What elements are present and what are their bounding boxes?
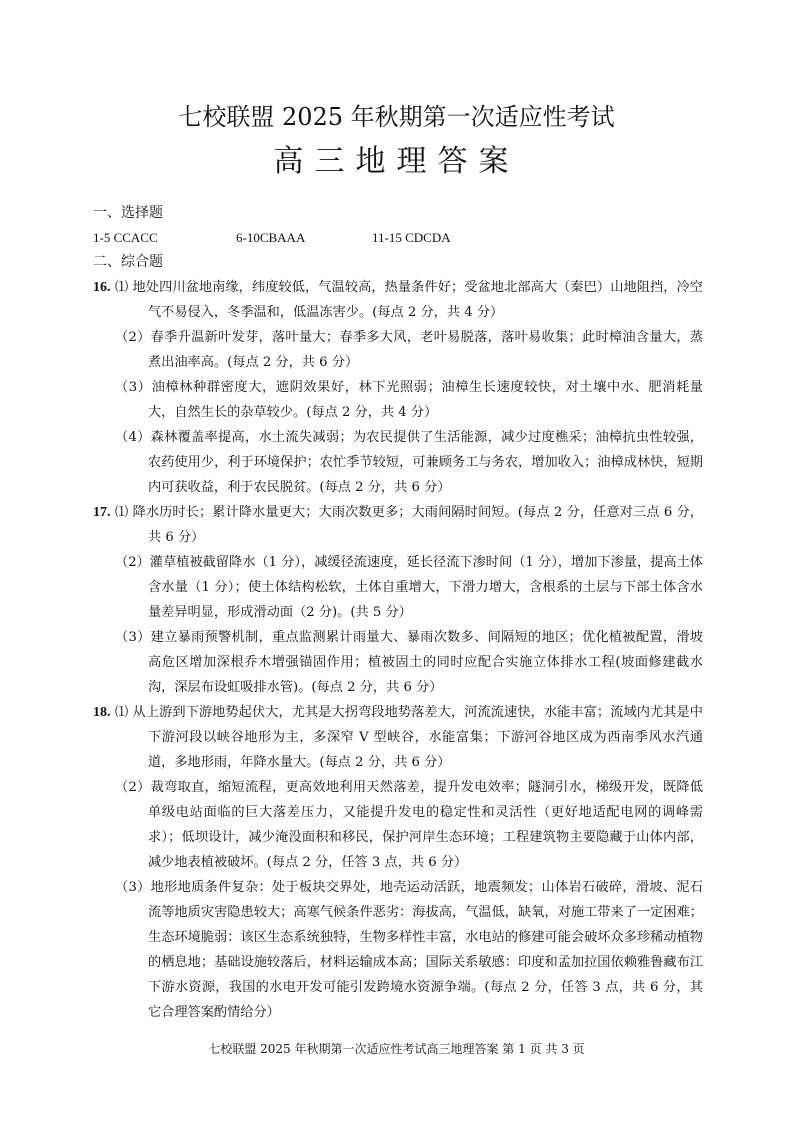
question-number: 16. — [93, 280, 111, 295]
answer-item: （2）裁弯取直，缩短流程，更高效地利用天然落差，提升发电效率；隧洞引水，梯级开发，既降低单级电站面临的巨大落差压力，又能提升发电的稳定性和灵活性（更好地适配电网的调峰需求）；低坝设计，减少淹没面积和移民，保护河岸生态环境；工程建筑物主要隐藏于山体内部，减少地表植被破坏。(每点 2 分，任答 3 点，共 6 分） — [115, 780, 703, 870]
answer-item: （4）森林覆盖率提高，水土流失减弱；为农民提供了生活能源，减少过度樵采；油樟抗虫性较强，农药使用少，利于环境保护；农忙季节较短，可兼顾务工与务农，增加收入；油樟成林快，短期内可获收益，利于农民脱贫。(每点 2 分，共 6 分） — [115, 430, 703, 495]
answer-item: ⑴ 地处四川盆地南缘，纬度较低，气温较高，热量条件好；受盆地北部高大（秦巴）山地阻挡，冷空气不易侵入，冬季温和，低温冻害少。(每点 2 分，共 4 分） — [115, 280, 703, 320]
question-16 — [93, 275, 703, 500]
question-number: 17. — [93, 505, 111, 520]
answer-item: ⑴ 降水历时长；累计降水量更大；大雨次数更多；大雨间隔时间短。(每点 2 分，任意对三点 6 分，共 6 分） — [115, 505, 703, 545]
answer-item: （3）建立暴雨预警机制，重点监测累计雨量大、暴雨次数多、间隔短的地区；优化植被配置，滑坡高危区增加深根乔木增强锚固作用；植被固土的同时应配合实施立体排水工程(坡面修建截水沟，深层布设虹吸排水管)。(每点 2 分，共 6 分） — [115, 630, 703, 695]
choice-answer-11-15: 11-15 CDCDA — [372, 230, 451, 245]
choice-answer-1-5: 1-5 CCACC — [93, 230, 158, 245]
question-number: 18. — [93, 705, 111, 720]
answer-item: （3）油樟林种群密度大，遮阴效果好，林下光照弱；油樟生长速度较快，对土壤中水、肥消耗量大，自然生长的杂草较少。(每点 2 分，共 4 分） — [115, 380, 703, 420]
synthesis-heading: 二、综合题 — [93, 254, 163, 270]
answer-item: ⑴ 从上游到下游地势起伏大，尤其是大拐弯段地势落差大，河流流速快，水能丰富；流域内尤其是中下游河段以峡谷地形为主，多深窄 V 型峡谷，水能富集；下游河谷地区成为西南季风水汽通道，多地形雨，年降水量大。(每点 2 分，共 6 分） — [115, 705, 703, 770]
answer-title: 高三地理答案 — [273, 144, 520, 179]
question-18 — [93, 700, 703, 1025]
answer-item: （2）灌草植被截留降水（1 分），减缓径流速度，延长径流下渗时间（1 分），增加下渗量，提高土体含水量（1 分）；使土体结构松软，土体自重增大，下滑力增大，含根系的土层与下部土体含水量差异明显，形成滑动面（2 分)。(共 5 分） — [115, 555, 703, 620]
choice-answer-6-10: 6-10CBAAA — [236, 230, 306, 245]
choice-heading: 一、选择题 — [93, 205, 163, 221]
exam-title: 七校联盟 2025 年秋期第一次适应性考试 — [178, 103, 615, 131]
answer-item: （3）地形地质条件复杂：处于板块交界处，地壳运动活跃，地震频发；山体岩石破碎，滑坡、泥石流等地质灾害隐患较大；高寒气候条件恶劣：海拔高，气温低，缺氧，对施工带来了一定困难；生态环境脆弱：该区生态系统独特，生物多样性丰富，水电站的修建可能会破坏众多珍稀动植物的栖息地；基础设施较落后，材料运输成本高；国际关系敏感：印度和孟加拉国依赖雅鲁藏布江下游水资源，我国的水电开发可能引发跨境水资源争端。(每点 2 分，任答 3 点，共 6 分，其它合理答案酌情给分） — [115, 880, 703, 1020]
answer-item: （2）春季升温新叶发芽，落叶量大；春季多大风，老叶易脱落，落叶易收集；此时樟油含量大，蒸煮出油率高。(每点 2 分，共 6 分） — [115, 330, 703, 370]
choice-answers — [93, 226, 693, 250]
page-footer: 七校联盟 2025 年秋期第一次适应性考试高三地理答案 第 1 页 共 3 页 — [208, 1042, 585, 1056]
question-17 — [93, 500, 703, 700]
